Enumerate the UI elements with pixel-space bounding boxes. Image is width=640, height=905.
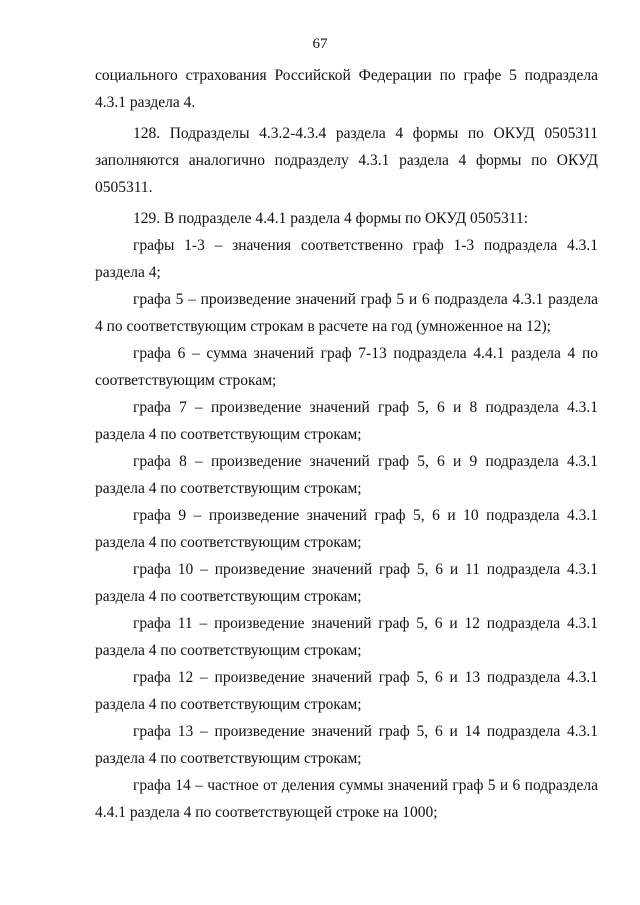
list-item: графа 8 – произведение значений граф 5, 6 и 9 подраздела 4.3.1 раздела 4 по соответствующим строкам; [95,453,598,497]
list-item: графа 13 – произведение значений граф 5, 6 и 14 подраздела 4.3.1 раздела 4 по соответствующим строкам; [95,723,598,767]
list-item: графа 9 – произведение значений граф 5, 6 и 10 подраздела 4.3.1 раздела 4 по соответствующим строкам; [95,507,598,551]
list-item: графы 1-3 – значения соответственно граф 1-3 подраздела 4.3.1 раздела 4; [95,237,598,281]
list-item: графа 11 – произведение значений граф 5, 6 и 12 подраздела 4.3.1 раздела 4 по соответствующим строкам; [95,615,598,659]
list-item: графа 14 – частное от деления суммы значений граф 5 и 6 подраздела 4.4.1 раздела 4 по соответствующей строке на 1000; [95,777,598,821]
list-item: графа 12 – произведение значений граф 5, 6 и 13 подраздела 4.3.1 раздела 4 по соответствующим строкам; [95,669,598,713]
list-item: графа 7 – произведение значений граф 5, 6 и 8 подраздела 4.3.1 раздела 4 по соответствующим строкам; [95,399,598,443]
list-item: графа 10 – произведение значений граф 5, 6 и 11 подраздела 4.3.1 раздела 4 по соответствующим строкам; [95,561,598,605]
list-item: графа 5 – произведение значений граф 5 и 6 подраздела 4.3.1 раздела 4 по соответствующим строкам в расчете на год (умноженное на 12); [95,291,598,335]
page-number: 67 [312,36,328,52]
paragraph-129: 129. В подразделе 4.4.1 раздела 4 формы по ОКУД 0505311: [133,210,529,227]
document-body [95,62,598,826]
list-item: графа 6 – сумма значений граф 7-13 подраздела 4.4.1 раздела 4 по соответствующим строкам; [95,345,598,389]
paragraph: социального страхования Российской Федерации по графе 5 подраздела 4.3.1 раздела 4. [95,67,598,111]
paragraph-128: 128. Подразделы 4.3.2-4.3.4 раздела 4 формы по ОКУД 0505311 заполняются аналогично подразделу 4.3.1 раздела 4 формы по ОКУД 0505311. [95,125,598,196]
